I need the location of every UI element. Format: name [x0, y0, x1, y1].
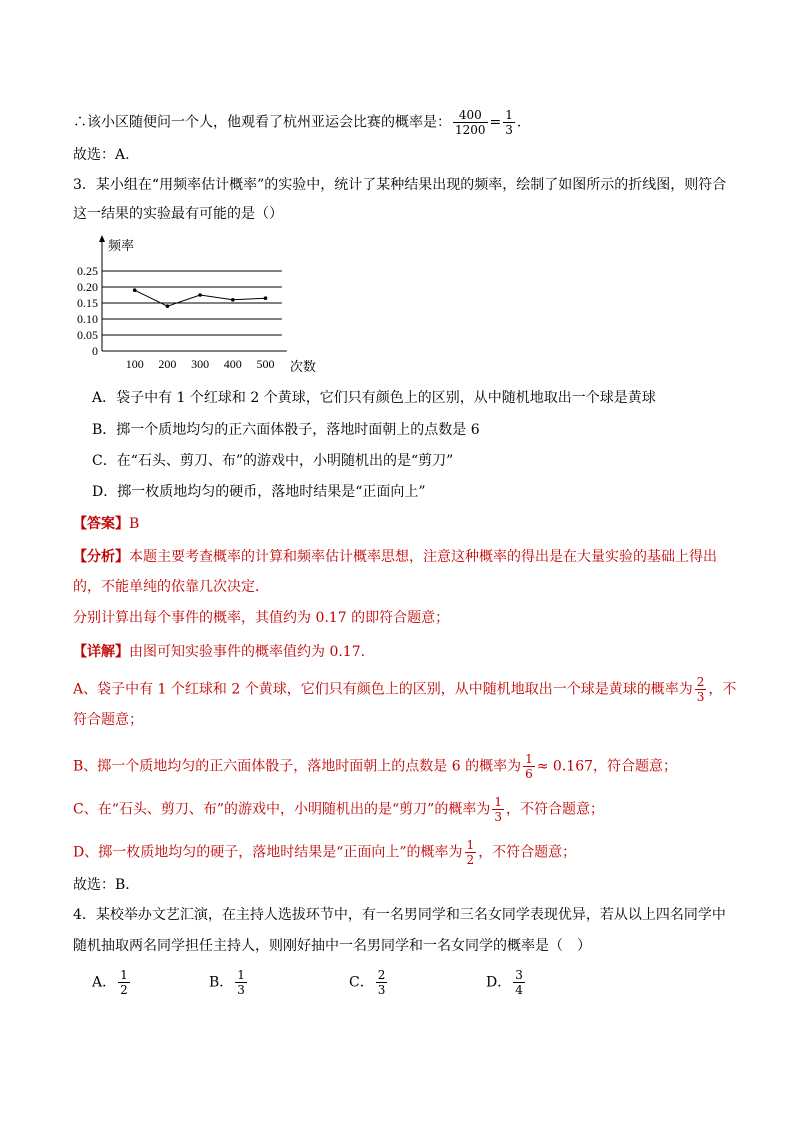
- data-point: [198, 293, 202, 297]
- data-point: [166, 304, 170, 308]
- y-tick-label: 0.25: [77, 264, 98, 278]
- x-tick-label: 500: [256, 357, 275, 371]
- detail-label: 【详解】: [73, 644, 129, 660]
- analysis-line-2: 的，不能单纯的依靠几次决定．: [73, 579, 269, 595]
- question-3-line-1: 3．某小组在“用频率估计概率”的实验中，统计了某种结果出现的频率，绘制了如图所示的折线图，则符合: [73, 177, 727, 193]
- x-tick-label: 100: [125, 357, 144, 371]
- fraction-1-3: $\frac{1}{3}$: [505, 108, 513, 137]
- q4-option-b: B． $\frac{1}{3}$: [209, 968, 245, 997]
- fraction-1-3-c: $\frac{1}{3}$: [494, 795, 502, 824]
- analysis-label: 【分析】: [73, 549, 129, 565]
- fraction-2-3: $\frac{2}{3}$: [696, 675, 705, 704]
- question-4-line-2: 随机抽取两名同学担任主持人，则刚好抽中一名男同学和一名女同学的概率是（ ）: [73, 938, 591, 954]
- y-tick-label: 0.15: [77, 296, 98, 310]
- solution-a-line-2: 符合题意；: [73, 712, 143, 728]
- answer-line: [73, 514, 139, 534]
- q3-option-a: A．袋子中有 1 个红球和 2 个黄球，它们只有颜色上的区别，从中随机地取出一个球是黄球: [92, 390, 656, 406]
- final-answer: 故选：B.: [73, 877, 130, 893]
- solution-d-line: D、掷一枚质地均匀的硬子，落地时结果是“正面向上”的概率为 $\frac{1}{2}$ ，不符合题意；: [73, 838, 577, 867]
- therefore-line: ∴该小区随便问一个人，他观看了杭州亚运会比赛的概率是： $\frac{400}{1200}$ = $\frac{1}{3}$ .: [73, 108, 522, 137]
- previous-answer: 故选：A.: [73, 147, 130, 163]
- detail-line: [73, 642, 365, 662]
- data-point: [133, 288, 137, 292]
- frequency-line-chart: [60, 232, 340, 377]
- answer-label: 【答案】: [73, 516, 129, 532]
- y-tick-label: 0.10: [77, 312, 98, 326]
- q3-option-c: C．在“石头、剪刀、布”的游戏中，小明随机出的是“剪刀”: [92, 453, 454, 469]
- q4-option-c: C． $\frac{2}{3}$: [349, 968, 386, 997]
- y-axis-arrow: [99, 235, 105, 242]
- y-tick-label: 0.05: [77, 328, 98, 342]
- data-point: [231, 298, 235, 302]
- detail-text: 由图可知实验事件的概率值约为 0.17.: [129, 644, 366, 660]
- q3-option-d: D．掷一枚质地均匀的硬币，落地时结果是“正面向上”: [92, 484, 426, 500]
- answer-value: B: [129, 516, 140, 532]
- q3-option-b: B．掷一个质地均匀的正六面体骰子，落地时面朝上的点数是 6: [92, 422, 480, 438]
- q4-option-a: A． $\frac{1}{2}$: [92, 968, 128, 997]
- question-3-line-2: 这一结果的实验最有可能的是（）: [73, 206, 283, 222]
- solution-a-line-1: A、袋子中有 1 个红球和 2 个黄球，它们只有颜色上的区别，从中随机地取出一个球是黄球的概率为 $\frac{2}{3}$ ，不: [73, 675, 737, 704]
- x-tick-label: 400: [223, 357, 242, 371]
- y-tick-label: 0.20: [77, 280, 98, 294]
- series-line: [135, 290, 266, 306]
- analysis-text: 本题主要考查概率的计算和频率估计概率思想，注意这种概率的得出是在大量实验的基础上得出: [129, 549, 717, 565]
- x-tick-label: 300: [191, 357, 210, 371]
- solution-c-line: C、在“石头、剪刀、布”的游戏中，小明随机出的是“剪刀”的概率为 $\frac{1}{3}$ ，不符合题意；: [73, 795, 604, 824]
- calc-line: 分别计算出每个事件的概率，其值约为 0.17 的即符合题意；: [73, 610, 450, 626]
- x-axis-label: 次数: [289, 359, 316, 374]
- equals-sign: =: [489, 114, 502, 131]
- data-point: [264, 296, 268, 300]
- fraction-400-1200: $\frac{400}{1200}$: [455, 108, 486, 137]
- therefore-text: ∴该小区随便问一个人，他观看了杭州亚运会比赛的概率是：: [73, 114, 451, 131]
- solution-b-line: B、掷一个质地均匀的正六面体骰子，落地时面朝上的点数是 6 的概率为 $\frac{1}{6}$ ≈ 0.167，符合题意；: [73, 752, 678, 781]
- y-tick-label: 0: [92, 344, 98, 358]
- fraction-1-2: $\frac{1}{2}$: [466, 838, 475, 867]
- q4-option-d: D． $\frac{3}{4}$: [486, 968, 523, 997]
- x-tick-label: 200: [158, 357, 177, 371]
- question-4-line-1: 4．某校举办文艺汇演，在主持人选拔环节中，有一名男同学和三名女同学表现优异，若从以上四名同学中: [73, 907, 726, 923]
- analysis-line-1: [73, 547, 717, 567]
- y-axis-label: 频率: [108, 238, 135, 253]
- fraction-1-6: $\frac{1}{6}$: [525, 752, 533, 781]
